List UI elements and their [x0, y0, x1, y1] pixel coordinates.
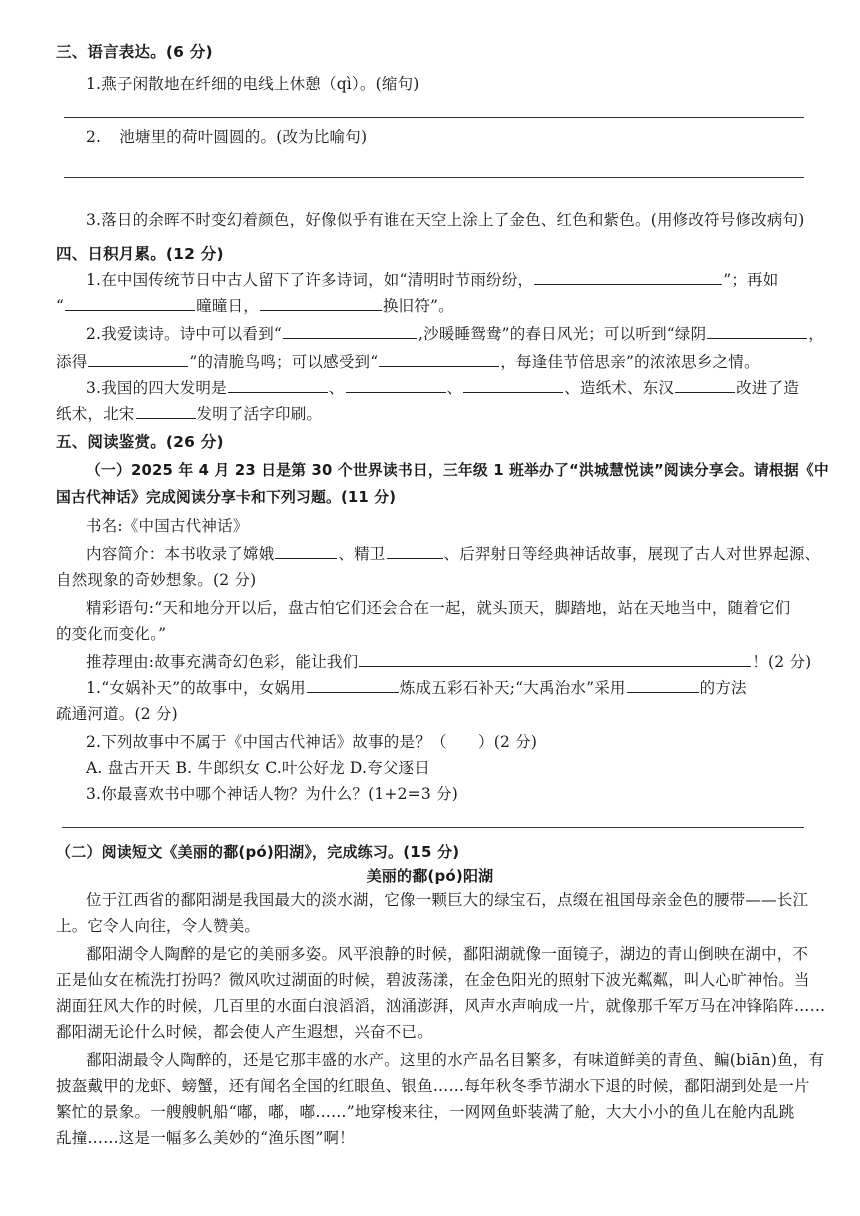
q4-3-part-a: 3.我国的四大发明是	[86, 379, 227, 397]
passage-line: 位于江西省的鄱阳湖是我国最大的淡水湖，它像一颗巨大的绿宝石，点缀在祖国母亲金色的腰带——长江	[86, 891, 809, 909]
q4-3-sep-1: 、	[328, 379, 345, 397]
blank-dayu-method[interactable]	[627, 678, 699, 693]
q4-3-line2	[56, 404, 322, 424]
blank-spring-scene[interactable]	[283, 324, 417, 339]
answer-line-3-2[interactable]	[64, 177, 804, 178]
q4-1-part-a: 1.在中国传统节日中古人留下了许多诗词，如“清明时节雨纷纷，	[86, 271, 534, 289]
q4-3-sep-2: 、	[446, 379, 463, 397]
blank-invention-1[interactable]	[228, 378, 328, 393]
q3-1-text: 1.燕子闲散地在纤细的电线上休憩（qì）。(缩句)	[86, 75, 420, 93]
passage-1-intro-line1: （一）2025 年 4 月 23 日是第 30 个世界读书日，三年级 1 班举办了“洪城慧悦读”阅读分享会。请根据《中	[86, 462, 829, 479]
blank-nvwa-material[interactable]	[307, 678, 399, 693]
blank-bird-song-b[interactable]	[88, 352, 188, 367]
q4-2-part-f: ，每逢佳节倍思亲”的浓浓思乡之情。	[500, 353, 760, 371]
blank-jingwei[interactable]	[387, 544, 443, 559]
q4-2-part-c: ，	[808, 325, 824, 343]
answer-line-5-3[interactable]	[62, 827, 804, 828]
section-3-heading: 三、语言表达。(6 分)	[56, 43, 213, 61]
passage-line: 正是仙女在梳洗打扮吗？微风吹过湖面的时候，碧波荡漾，在金色阳光的照射下波光粼粼，叫人心旷神怡。当	[56, 971, 810, 989]
q3-2-body: 池塘里的荷叶圆圆的。(改为比喻句)	[119, 128, 368, 146]
blank-homesick-line[interactable]	[379, 352, 499, 367]
card-reason-line	[86, 652, 811, 672]
card-quote-line2: 的变化而变化。”	[56, 625, 167, 643]
q4-2-part-d: 添得	[56, 353, 88, 371]
q5-1-part-b: 炼成五彩石补天;“大禹治水”采用	[399, 679, 626, 697]
passage-line: 鄱阳湖最令人陶醉的，还是它那丰盛的水产。这里的水产品名目繁多，有味道鲜美的青鱼、鳊(biān)鱼，有	[86, 1051, 825, 1069]
q4-3-part-c: 改进了造	[736, 379, 799, 397]
card-content-part-c: 、后羿射日等经典神话故事，展现了古人对世界起源、	[443, 545, 821, 563]
card-content-part-b: 、精卫	[338, 545, 386, 563]
blank-bird-song-a[interactable]	[707, 324, 807, 339]
q4-2-line1	[86, 324, 824, 344]
q4-1-part-d: 曈曈日，	[196, 297, 259, 315]
blank-change[interactable]	[275, 544, 337, 559]
passage-2-title: 美丽的鄱(pó)阳湖	[366, 867, 494, 885]
q4-1-line1	[86, 270, 778, 290]
card-reason-part-a: 推荐理由:故事充满奇幻色彩，能让我们	[86, 653, 359, 671]
passage-line: 鄱阳湖令人陶醉的是它的美丽多姿。风平浪静的时候，鄱阳湖就像一面镜子，湖边的青山倒映在湖中，不	[86, 945, 809, 963]
blank-yuanri-line[interactable]	[65, 296, 195, 311]
blank-qingming-line[interactable]	[534, 270, 722, 285]
q4-1-part-c: “	[56, 297, 65, 315]
q5-1-part-a: 1.“女娲补天”的故事中，女娲用	[86, 679, 306, 697]
q4-3-part-d: 纸术，北宋	[56, 405, 135, 423]
q5-1-line2: 疏通河道。(2 分)	[56, 705, 178, 723]
q4-2-part-b: ,沙暖睡鸳鸯”的春日风光；可以听到“绿阴	[418, 325, 707, 343]
blank-yuanri-line2[interactable]	[260, 296, 382, 311]
q4-2-line2	[56, 352, 760, 372]
q4-1-part-e: 换旧符”。	[382, 297, 454, 315]
passage-1-intro-line2: 国古代神话》完成阅读分享卡和下列习题。(11 分)	[56, 489, 397, 506]
passage-2-intro: （二）阅读短文《美丽的鄱(pó)阳湖》，完成练习。(15 分)	[56, 843, 460, 861]
q5-2-options: A. 盘古开天 B. 牛郎织女 C.叶公好龙 D.夸父逐日	[86, 759, 430, 777]
passage-line: 湖面狂风大作的时候，几百里的水面白浪滔滔，汹涌澎湃，风声水声响成一片，就像那千军万马在冲锋陷阵……	[56, 997, 826, 1015]
q4-3-part-e: 发明了活字印刷。	[196, 405, 323, 423]
passage-line: 鄱阳湖无论什么时候，都会使人产生遐想，兴奋不已。	[56, 1023, 433, 1041]
blank-recommend-reason[interactable]	[359, 652, 751, 667]
passage-line: 上。它令人向往，令人赞美。	[56, 917, 261, 935]
blank-invention-2[interactable]	[346, 378, 446, 393]
section-5-heading: 五、阅读鉴赏。(26 分)	[56, 433, 224, 451]
passage-line: 乱撞……这是一幅多么美妙的“渔乐图”啊！	[56, 1129, 355, 1147]
q3-3-text: 3.落日的余晖不时变幻着颜色，好像似乎有谁在天空上涂上了金色、红色和紫色。(用修改符号修改病句)	[86, 211, 805, 229]
card-content-line1	[86, 544, 820, 564]
blank-bi-sheng[interactable]	[136, 404, 196, 419]
q5-1-part-c: 的方法	[699, 679, 747, 697]
q3-2-number: 2.	[86, 128, 102, 146]
q4-3-part-b: 、造纸术、东汉	[564, 379, 675, 397]
answer-line-3-1[interactable]	[64, 117, 804, 118]
blank-cai-lun[interactable]	[675, 378, 735, 393]
blank-invention-3[interactable]	[463, 378, 563, 393]
q4-3-line1	[86, 378, 799, 398]
q3-2-text	[86, 127, 367, 147]
passage-line: 繁忙的景象。一艘艘帆船“嘟，嘟，嘟……”地穿梭来往，一网网鱼虾装满了舱，大大小小的鱼儿在舱内乱跳	[56, 1103, 795, 1121]
q4-1-line2	[56, 296, 454, 316]
card-book-name: 书名:《中国古代神话》	[86, 517, 249, 535]
q4-1-part-b: ”；再如	[723, 271, 779, 289]
card-content-line2: 自然现象的奇妙想象。(2 分)	[56, 571, 257, 589]
q4-2-part-a: 2.我爱读诗。诗中可以看到“	[86, 325, 283, 343]
card-content-part-a: 内容简介：本书收录了嫦娥	[86, 545, 275, 563]
section-4-heading: 四、日积月累。(12 分)	[56, 245, 224, 263]
q5-1-line1	[86, 678, 747, 698]
card-quote-line1: 精彩语句:“天和地分开以后，盘古怕它们还会合在一起，就头顶天，脚踏地，站在天地当中，随着它们	[86, 599, 791, 617]
q4-2-part-e: ”的清脆鸟鸣；可以感受到“	[189, 353, 379, 371]
passage-line: 披盔戴甲的龙虾、螃蟹，还有闻名全国的红眼鱼、银鱼……每年秋冬季节湖水下退的时候，鄱阳湖到处是一片	[56, 1077, 810, 1095]
card-reason-part-b: ！(2 分)	[752, 653, 812, 671]
q5-3-text: 3.你最喜欢书中哪个神话人物？为什么？(1+2=3 分)	[86, 785, 458, 803]
q5-2-text: 2.下列故事中不属于《中国古代神话》故事的是？（ ）(2 分)	[86, 733, 538, 751]
